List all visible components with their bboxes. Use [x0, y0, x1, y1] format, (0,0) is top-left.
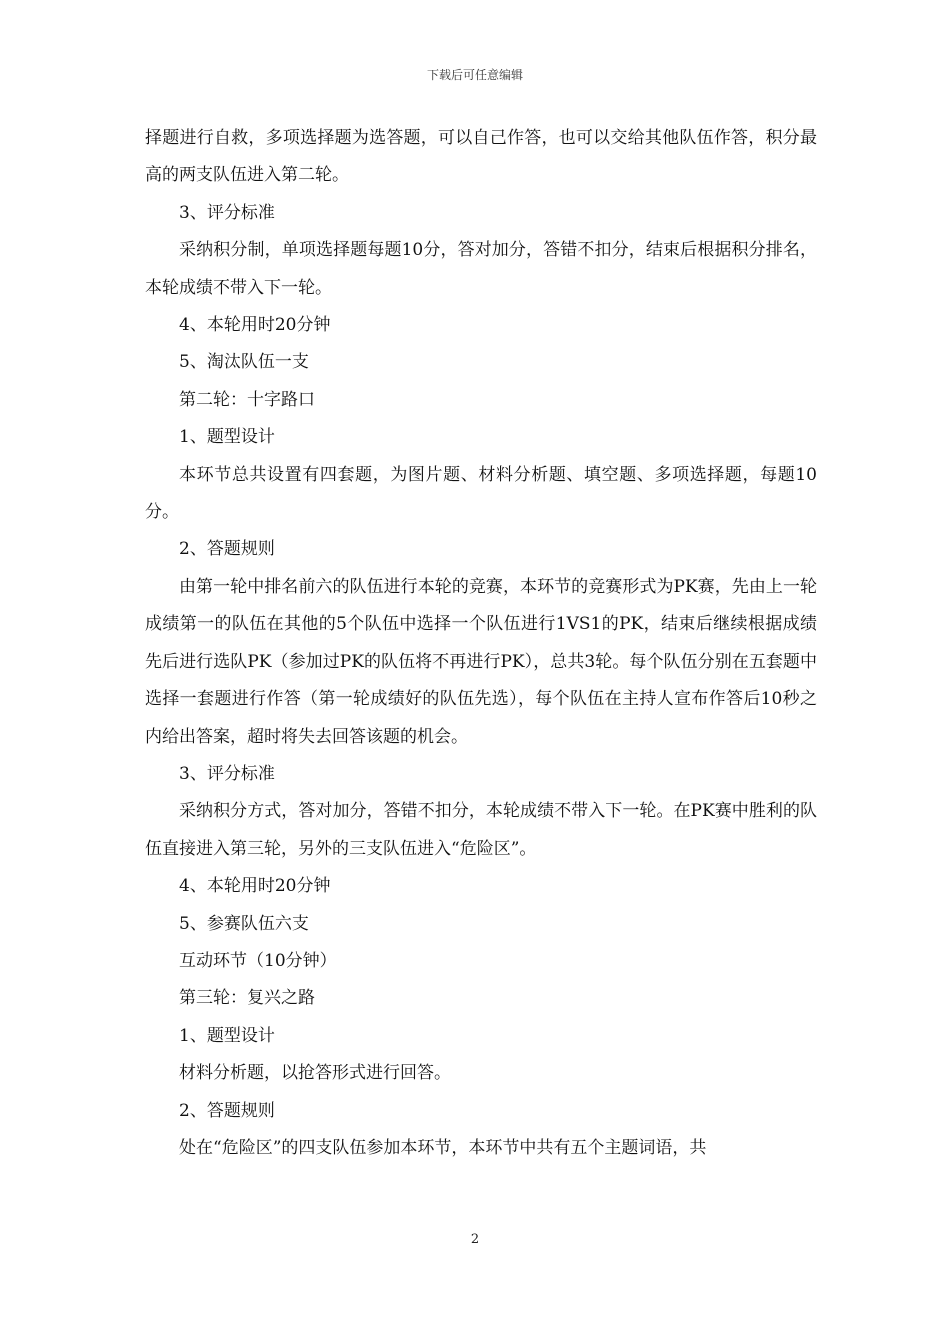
paragraph: 本环节总共设置有四套题，为图片题、材料分析题、填空题、多项选择题，每题10分。 [145, 464, 817, 523]
paragraph: 1、题型设计 [179, 427, 275, 448]
page-number: 2 [470, 1232, 480, 1247]
paragraph: 5、淘汰队伍一支 [179, 352, 309, 373]
paragraph: 第二轮：十字路口 [179, 389, 315, 410]
paragraph: 采纳积分制，单项选择题每题10分，答对加分，答错不扣分，结束后根据积分排名，本轮成绩不带入下一轮。 [145, 240, 817, 298]
paragraph: 择题进行自救，多项选择题为选答题，可以自己作答，也可以交给其他队伍作答，积分最高的两支队伍进入第二轮。 [145, 128, 817, 186]
paragraph: 2、答题规则 [179, 539, 275, 560]
paragraph: 第三轮：复兴之路 [179, 988, 315, 1009]
paragraph: 1、题型设计 [179, 1025, 275, 1046]
paragraph: 处在“危险区”的四支队伍参加本环节，本环节中共有五个主题词语，共 [179, 1137, 707, 1158]
paragraph: 互动环节（10分钟） [179, 950, 337, 971]
paragraph: 采纳积分方式，答对加分，答错不扣分，本轮成绩不带入下一轮。在PK赛中胜利的队伍直接进入第三轮，另外的三支队伍进入“危险区”。 [145, 801, 817, 859]
paragraph: 3、评分标准 [179, 202, 275, 223]
paragraph: 2、答题规则 [179, 1100, 275, 1121]
paragraph: 由第一轮中排名前六的队伍进行本轮的竞赛，本环节的竞赛形式为PK赛，先由上一轮成绩第一的队伍在其他的5个队伍中选择一个队伍进行1VS1的PK，结束后继续根据成绩先后进行选队PK（参加过PK的队伍将不再进行PK），总共3轮。每个队伍分别在五套题中选择一套题进行作答（第一轮成绩好的队伍先选），每个队伍在主持人宣布作答后10秒之内给出答案，超时将失去回答该题的机会。 [145, 576, 817, 747]
page-footer [0, 1232, 950, 1247]
document-body [145, 120, 817, 1167]
paragraph: 4、本轮用时20分钟 [179, 876, 331, 897]
paragraph: 材料分析题，以抢答形式进行回答。 [179, 1063, 451, 1084]
header-note: 下载后可任意编辑 [426, 68, 523, 82]
paragraph: 5、参赛队伍六支 [179, 913, 309, 934]
paragraph: 4、本轮用时20分钟 [179, 315, 331, 336]
page-header [0, 66, 950, 83]
paragraph: 3、评分标准 [179, 763, 275, 784]
